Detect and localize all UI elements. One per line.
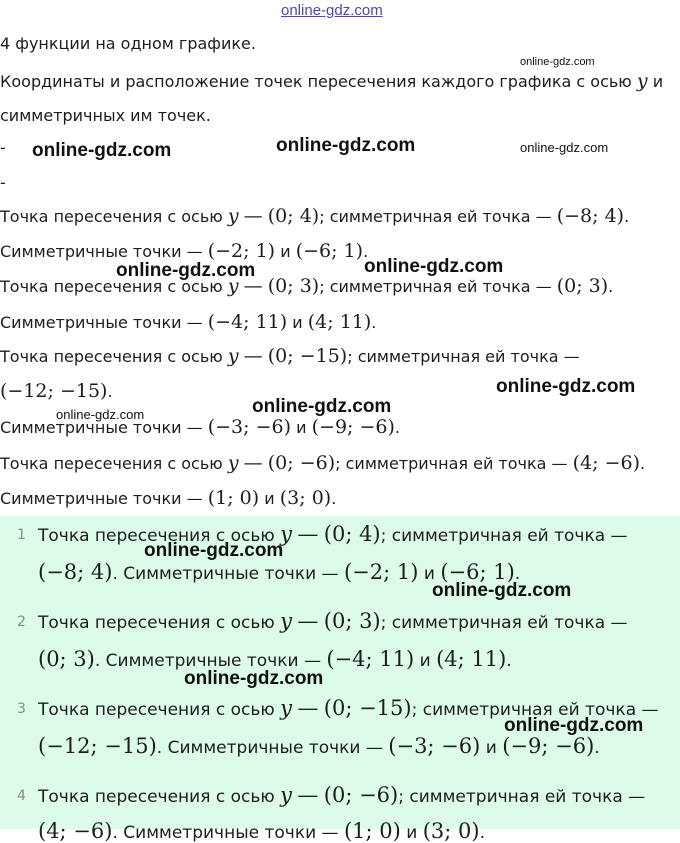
- answer-3-line-2: [38, 734, 600, 758]
- intersect-label: Точка пересечения с осью: [0, 207, 223, 226]
- sym-label: ; симметричная ей точка —: [319, 277, 552, 296]
- item-1-pairs: [0, 240, 368, 262]
- watermark: online-gdz.com: [364, 256, 504, 277]
- intersect-label: Точка пересечения с осью: [38, 526, 275, 546]
- watermark: online-gdz.com: [520, 140, 609, 155]
- watermark: online-gdz.com: [504, 715, 644, 736]
- item-2-pairs: [0, 311, 376, 333]
- and-word: и: [406, 823, 418, 843]
- pair-point-2: (−9; −6): [311, 416, 395, 438]
- intersect-point: (0; −15): [267, 345, 348, 367]
- dash-2: -: [0, 173, 6, 192]
- pair-point-1: (−2; 1): [343, 560, 419, 584]
- sym-label: ; симметричная ей точка —: [347, 347, 580, 366]
- pair-point-1: (−4; 11): [207, 311, 288, 333]
- em-dash: —: [297, 522, 319, 546]
- sym-point: (−8; 4): [556, 205, 625, 227]
- sym-point: (−12; −15): [0, 380, 108, 402]
- and-word: и: [419, 651, 431, 671]
- item-2-intersect: [0, 275, 613, 297]
- period: .: [514, 564, 521, 584]
- answer-1-line-1: [38, 522, 628, 546]
- em-dash: —: [297, 609, 319, 633]
- intersect-point: (0; 4): [323, 522, 381, 546]
- intersect-label: Точка пересечения с осью: [38, 700, 275, 720]
- sym-point: (0; 3): [556, 275, 609, 297]
- var-y: y: [280, 522, 292, 546]
- sym-label: ; симметричная ей точка —: [411, 700, 659, 720]
- pair-point-1: (−2; 1): [207, 240, 276, 262]
- item-1-intersect: [0, 205, 629, 227]
- watermark: online-gdz.com: [116, 260, 256, 281]
- pairs-label: Симметричные точки —: [0, 489, 203, 508]
- em-dash: —: [243, 205, 263, 227]
- answer-number-4: 4: [17, 788, 26, 804]
- period: .: [506, 651, 512, 671]
- sym-label: ; симметричная ей точка —: [380, 613, 628, 633]
- watermark: online-gdz.com: [252, 396, 392, 417]
- watermark: online-gdz.com: [56, 407, 145, 422]
- sym-label: ; симметричная ей точка —: [380, 526, 628, 546]
- intersect-point: (0; 3): [267, 275, 320, 297]
- pair-point-2: (3; 0): [279, 487, 332, 509]
- pairs-label: Симметричные точки —: [0, 242, 203, 261]
- var-y: y: [227, 452, 239, 474]
- pairs-label: Симметричные точки —: [123, 823, 339, 843]
- period: .: [371, 313, 377, 332]
- item-3-intersect: [0, 345, 580, 367]
- var-y: y: [280, 696, 292, 720]
- item-4-intersect: [0, 452, 645, 474]
- em-dash: —: [297, 783, 319, 807]
- intersect-label: Точка пересечения с осью: [0, 347, 223, 366]
- pairs-label: Симметричные точки —: [105, 651, 321, 671]
- period: .: [112, 823, 118, 843]
- intro-text-2: Координаты и расположение точек пересечения каждого графика с осью: [0, 72, 632, 91]
- pair-point-2: (−6; 1): [295, 240, 364, 262]
- intersect-label: Точка пересечения с осью: [38, 613, 275, 633]
- period: .: [608, 277, 614, 296]
- intro-and: и: [652, 72, 664, 91]
- intersect-label: Точка пересечения с осью: [0, 454, 223, 473]
- em-dash: —: [243, 275, 263, 297]
- intersect-point: (0; −6): [323, 783, 399, 807]
- pairs-label: Симметричные точки —: [123, 564, 339, 584]
- intro-text-3: симметричных им точек.: [0, 106, 211, 125]
- var-y: y: [227, 345, 239, 367]
- answer-number-2: 2: [17, 614, 26, 630]
- period: .: [94, 651, 101, 671]
- period: .: [594, 738, 600, 758]
- watermark: online-gdz.com: [496, 376, 636, 397]
- and-word: и: [296, 418, 307, 437]
- period: .: [624, 207, 630, 226]
- watermark: online-gdz.com: [432, 580, 572, 601]
- intersect-point: (0; 3): [323, 609, 381, 633]
- sym-point: (4; −6): [572, 452, 641, 474]
- period: .: [640, 454, 646, 473]
- pairs-label: Симметричные точки —: [167, 738, 383, 758]
- pair-point-1: (1; 0): [207, 487, 260, 509]
- var-y: y: [280, 609, 292, 633]
- and-word: и: [280, 242, 291, 261]
- sym-point: (4; −6): [38, 819, 113, 843]
- pairs-label: Симметричные точки —: [0, 418, 203, 437]
- sym-point: (−8; 4): [38, 560, 113, 584]
- period: .: [479, 823, 485, 843]
- intro-text-1: 4 функции на одном графике.: [0, 34, 256, 53]
- period: .: [394, 418, 400, 437]
- answer-number-3: 3: [17, 701, 26, 717]
- pair-point-1: (−3; −6): [388, 734, 481, 758]
- pair-point-2: (4; 11): [436, 647, 507, 671]
- period: .: [107, 382, 113, 401]
- sym-point: (0; 3): [38, 647, 95, 671]
- pair-point-1: (−4; 11): [326, 647, 415, 671]
- watermark: online-gdz.com: [520, 56, 595, 68]
- and-word: и: [423, 564, 435, 584]
- intersect-label: Точка пересечения с осью: [0, 277, 223, 296]
- pair-point-1: (−3; −6): [207, 416, 292, 438]
- item-4-pairs: [0, 487, 336, 509]
- answer-block: [0, 516, 680, 843]
- intersect-point: (0; −6): [267, 452, 336, 474]
- intro-var-y: y: [636, 70, 648, 92]
- watermark: online-gdz.com: [276, 135, 416, 156]
- var-y: y: [227, 275, 239, 297]
- watermark: online-gdz.com: [144, 540, 284, 561]
- pair-point-2: (4; 11): [307, 311, 372, 333]
- dash-1: -: [0, 138, 6, 157]
- answer-4-line-2: [38, 819, 485, 843]
- intersect-point: (0; 4): [267, 205, 320, 227]
- and-word: и: [485, 738, 497, 758]
- period: .: [331, 489, 337, 508]
- watermark: online-gdz.com: [32, 140, 172, 161]
- watermark-top: online-gdz.com: [281, 2, 383, 19]
- pair-point-2: (3; 0): [422, 819, 480, 843]
- intersect-label: Точка пересечения с осью: [38, 787, 275, 807]
- watermark: online-gdz.com: [184, 668, 324, 689]
- intersect-point: (0; −15): [323, 696, 412, 720]
- and-word: и: [264, 489, 275, 508]
- item-3-sym-point: [0, 380, 113, 402]
- intro-line-2: [0, 70, 663, 92]
- sym-label: ; симметричная ей точка —: [398, 787, 646, 807]
- pair-point-1: (1; 0): [343, 819, 401, 843]
- em-dash: —: [243, 345, 263, 367]
- answer-4-line-1: [38, 783, 645, 807]
- answer-2-line-1: [38, 609, 628, 633]
- pairs-label: Симметричные точки —: [0, 313, 203, 332]
- pair-point-2: (−6; 1): [440, 560, 515, 584]
- pair-point-2: (−9; −6): [502, 734, 595, 758]
- sym-label: ; симметричная ей точка —: [335, 454, 568, 473]
- sym-point: (−12; −15): [38, 734, 157, 758]
- period: .: [363, 242, 369, 261]
- var-y: y: [227, 205, 239, 227]
- period: .: [112, 564, 118, 584]
- var-y: y: [280, 783, 292, 807]
- answer-number-1: 1: [17, 527, 26, 543]
- intro-line-3: [0, 106, 211, 125]
- em-dash: —: [297, 696, 319, 720]
- intro-line-1: [0, 34, 256, 53]
- sym-label: ; симметричная ей точка —: [319, 207, 552, 226]
- and-word: и: [292, 313, 303, 332]
- period: .: [156, 738, 163, 758]
- em-dash: —: [243, 452, 263, 474]
